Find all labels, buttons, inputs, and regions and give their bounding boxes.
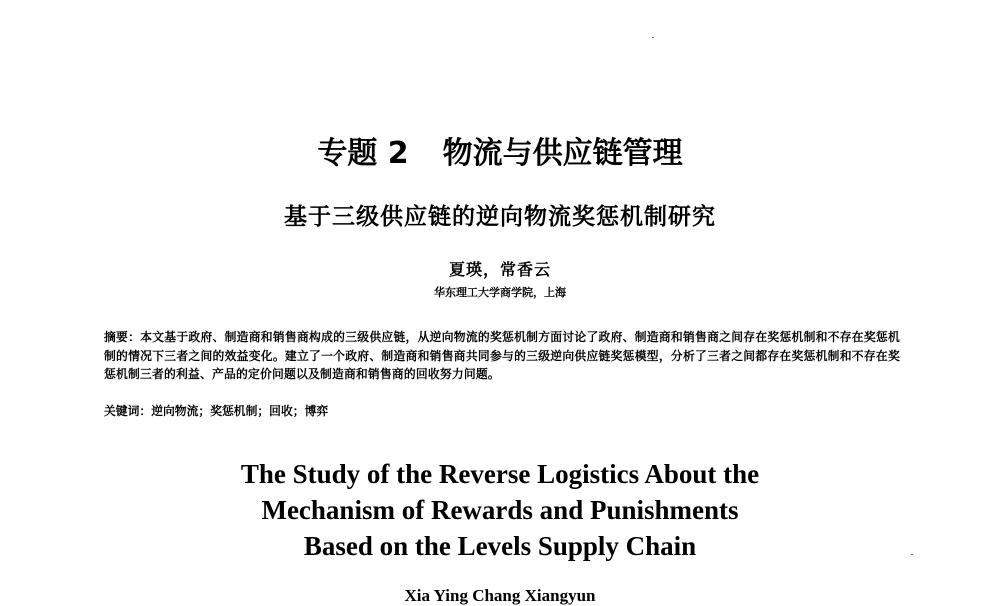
section-topic: 物流与供应链管理 — [442, 136, 683, 171]
abstract-label: 摘要： — [104, 330, 141, 344]
affiliation-cn: 华东理工大学商学院，上海 — [434, 286, 566, 299]
authors-en: Xia Ying Chang Xiangyun — [404, 586, 596, 605]
abstract-text: 本文基于政府、制造商和销售商构成的三级供应链，从逆向物流的奖惩机制方面讨论了政府、制造商和销售商之间存在奖惩机制和不存在奖惩机制的情况下三者之间的效益变化。建立了一个政府、制造商和销售商共同参与的三级逆向供应链奖惩模型，分析了三者之间都存在奖惩机制和不存在奖惩机制三者的利益、产品的定价问题以及制造商和销售商的回收努力问题。 — [104, 330, 900, 381]
title-en-line: The Study of the Reverse Logistics About the — [240, 459, 760, 489]
section-heading — [0, 128, 1000, 172]
authors-cn: 夏瑛，常香云 — [448, 260, 551, 279]
keywords-label: 关键词： — [104, 404, 152, 418]
keywords-text: 逆向物流；奖惩机制；回收；博弈 — [151, 404, 329, 418]
section-label: 专题 2 — [317, 136, 409, 171]
paper-title-cn: 基于三级供应链的逆向物流奖惩机制研究 — [284, 204, 716, 230]
paper-title-en — [0, 456, 1000, 564]
abstract — [104, 328, 900, 384]
scan-speck — [652, 37, 654, 38]
keywords — [104, 402, 900, 419]
title-en-line: Mechanism of Rewards and Punishments — [261, 495, 739, 525]
title-en-line: Based on the Levels Supply Chain — [303, 531, 697, 561]
